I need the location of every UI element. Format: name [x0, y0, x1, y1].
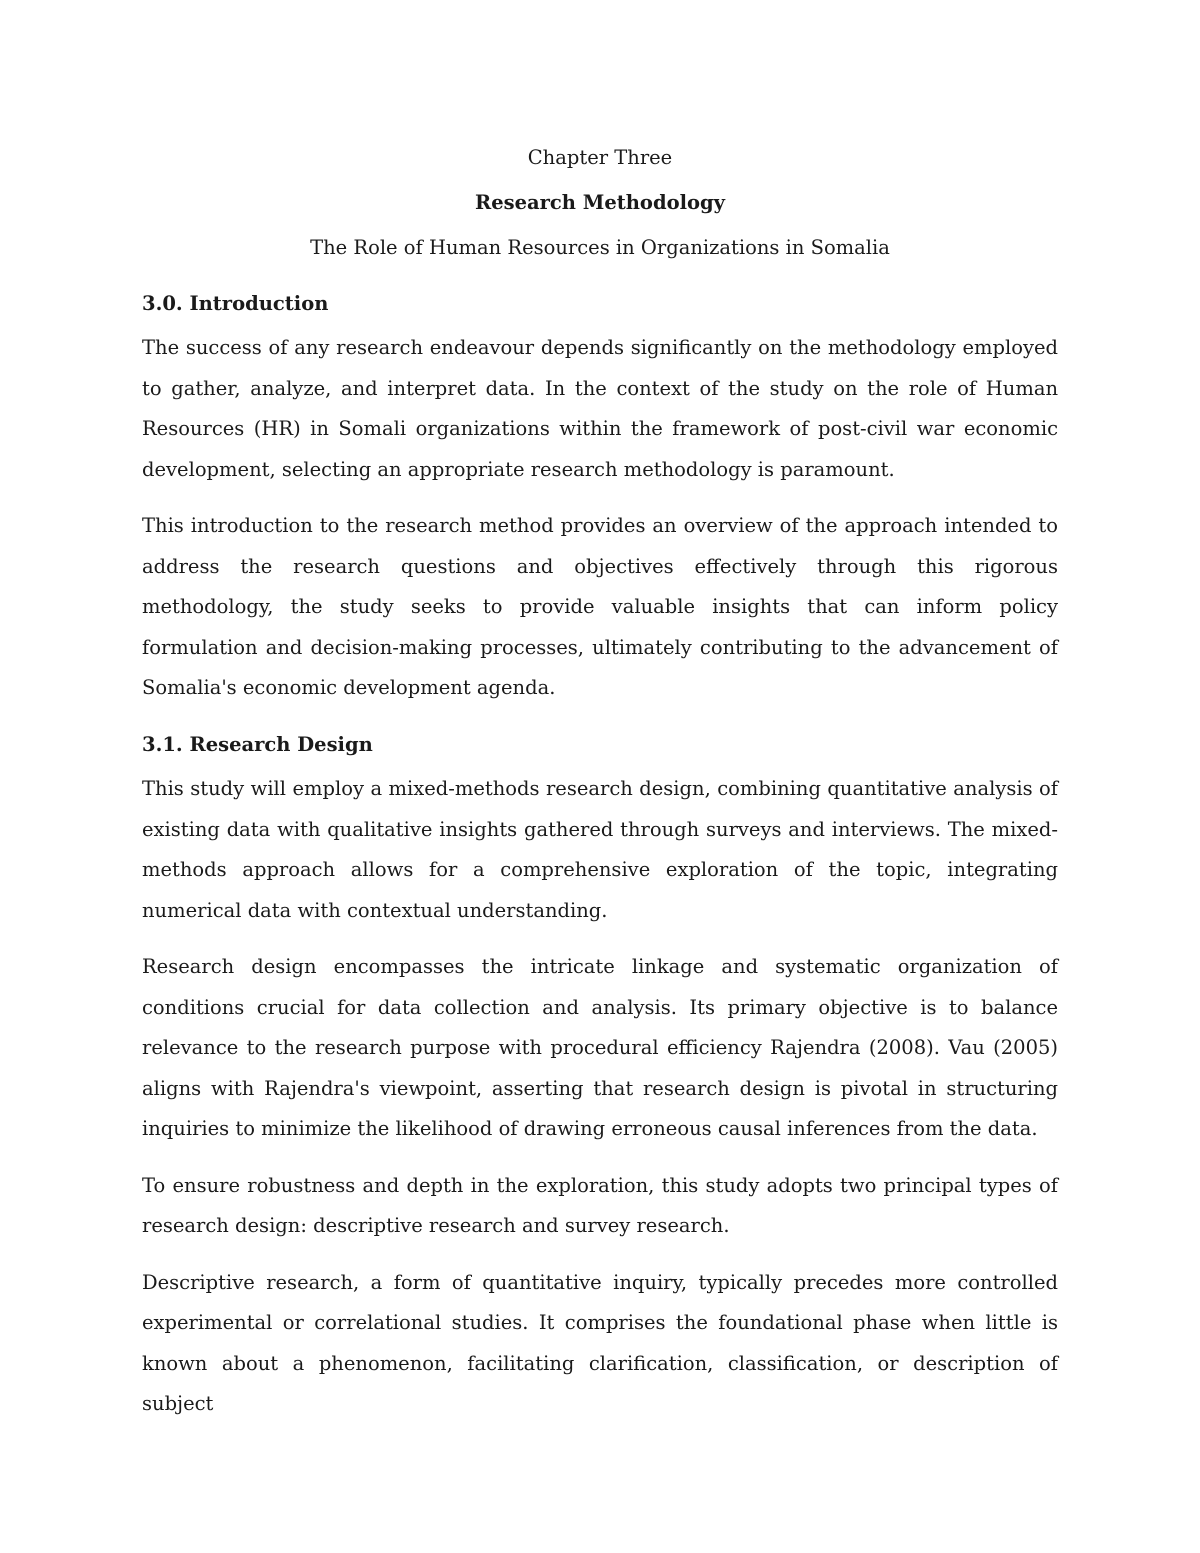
paragraph: Research design encompasses the intricate linkage and systematic organization of conditions crucial for data collection and analysis. Its primary objective is to balance relevance to the research purpose with procedural efficiency Rajendra (2008). Vau (2005) aligns with Rajendra's viewpoint, asserting that research design is pivotal in structuring inquiries to minimize the likelihood of drawing erroneous causal inferences from the data. [142, 955, 1058, 1140]
section-heading: 3.1. Research Design [142, 732, 373, 756]
section-introduction [142, 284, 1058, 709]
document-title: Research Methodology [475, 190, 725, 214]
paragraph: This study will employ a mixed-methods research design, combining quantitative analysis of existing data with qualitative insights gathered through surveys and interviews. The mixed-methods approach allows for a comprehensive exploration of the topic, integrating numerical data with contextual understanding. [142, 777, 1058, 922]
paragraph: The success of any research endeavour depends significantly on the methodology employed to gather, analyze, and interpret data. In the context of the study on the role of Human Resources (HR) in Somali organizations within the framework of post-civil war economic development, selecting an appropriate research methodology is paramount. [142, 336, 1058, 481]
section-research-design [142, 725, 1058, 1425]
section-heading: 3.0. Introduction [142, 291, 329, 315]
paragraph: To ensure robustness and depth in the exploration, this study adopts two principal types of research design: descriptive research and survey research. [142, 1173, 1058, 1237]
paragraph: This introduction to the research method provides an overview of the approach intended to address the research questions and objectives effectively through this rigorous methodology, the study seeks to provide valuable insights that can inform policy formulation and decision-making processes, ultimately contributing to the advancement of Somalia's economic development agenda. [142, 514, 1058, 699]
paragraph: Descriptive research, a form of quantitative inquiry, typically precedes more controlled experimental or correlational studies. It comprises the foundational phase when little is known about a phenomenon, facilitating clarification, classification, or description of subject [142, 1270, 1058, 1415]
document-subtitle: The Role of Human Resources in Organizations in Somalia [310, 236, 890, 259]
chapter-label: Chapter Three [527, 146, 673, 169]
page-content [142, 138, 1058, 1441]
